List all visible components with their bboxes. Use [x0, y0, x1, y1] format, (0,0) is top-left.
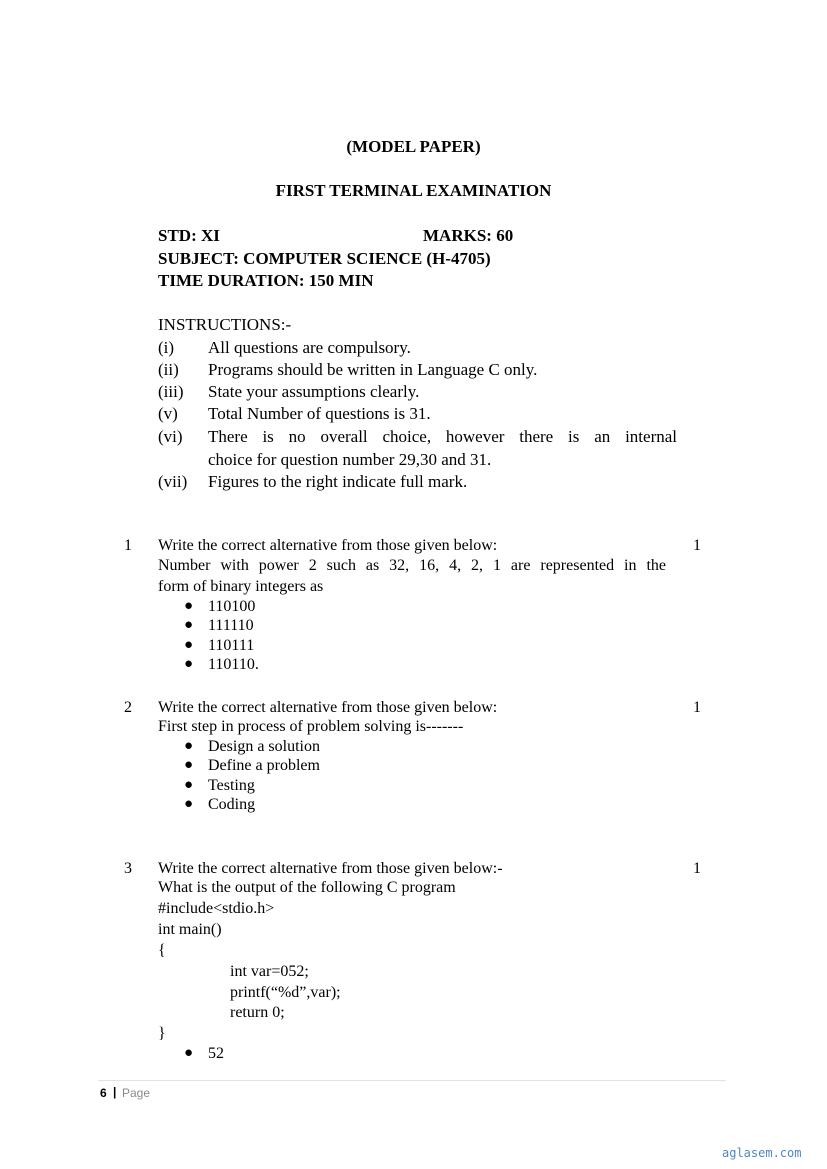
option-text: Define a problem: [208, 757, 320, 774]
subject-label: SUBJECT: COMPUTER SCIENCE (H-4705): [158, 249, 491, 268]
question-marks: 1: [693, 537, 701, 554]
code-line: }: [158, 1025, 166, 1042]
code-line: #include<stdio.h>: [158, 900, 275, 917]
bullet-icon: ●: [184, 757, 194, 773]
bullet-icon: ●: [184, 637, 194, 653]
instruction-num: (i): [158, 338, 175, 357]
page-label: Page: [122, 1086, 151, 1100]
instruction-num: (ii): [158, 360, 179, 379]
code-line: int main(): [158, 921, 222, 938]
bullet-icon: ●: [184, 738, 194, 754]
footer-divider: [98, 1080, 726, 1081]
model-paper-label: (MODEL PAPER): [346, 137, 481, 156]
question-number: 1: [124, 537, 132, 554]
instruction-text: Figures to the right indicate full mark.: [208, 472, 468, 491]
bullet-icon: ●: [184, 598, 194, 614]
code-line: int var=052;: [230, 963, 309, 980]
code-line: {: [158, 942, 166, 959]
option-text: Coding: [208, 796, 256, 813]
instruction-num: (iii): [158, 382, 184, 401]
instruction-text: State your assumptions clearly.: [208, 382, 420, 401]
instruction-text: Programs should be written in Language C only.: [208, 360, 538, 379]
bullet-icon: ●: [184, 777, 194, 793]
question-marks: 1: [693, 699, 701, 716]
code-line: printf(“%d”,var);: [230, 984, 341, 1001]
question-prompt: Write the correct alternative from those given below:-: [158, 860, 503, 877]
question-body: Number with power 2 such as 32, 16, 4, 2, 1 are represented in the: [158, 557, 666, 574]
option-text: 110110.: [208, 656, 259, 673]
option-text: 111110: [208, 617, 254, 634]
question-body: What is the output of the following C program: [158, 879, 456, 896]
bullet-icon: ●: [184, 617, 194, 633]
page-number: 6: [100, 1086, 107, 1100]
option-text: 110111: [208, 637, 255, 654]
instruction-num: (vii): [158, 472, 188, 491]
footer-separator: |: [113, 1085, 117, 1099]
duration-label: TIME DURATION: 150 MIN: [158, 271, 374, 290]
std-label: STD: XI: [158, 226, 220, 245]
question-prompt: Write the correct alternative from those given below:: [158, 537, 498, 554]
option-text: Testing: [208, 777, 255, 794]
question-marks: 1: [693, 860, 701, 877]
instruction-text: There is no overall choice, however there is an internal: [208, 427, 677, 446]
option-text: 52: [208, 1045, 224, 1062]
bullet-icon: ●: [184, 656, 194, 672]
question-number: 3: [124, 860, 132, 877]
instructions-heading: INSTRUCTIONS:-: [158, 315, 292, 334]
option-text: Design a solution: [208, 738, 320, 755]
question-body: First step in process of problem solving is-------: [158, 718, 464, 735]
exam-title: FIRST TERMINAL EXAMINATION: [275, 181, 552, 200]
question-body: form of binary integers as: [158, 578, 324, 595]
option-text: 110100: [208, 598, 256, 615]
instruction-text-continued: choice for question number 29,30 and 31.: [208, 450, 492, 469]
instruction-text: Total Number of questions is 31.: [208, 404, 431, 423]
question-number: 2: [124, 699, 132, 716]
instruction-num: (v): [158, 404, 178, 423]
code-line: return 0;: [230, 1004, 285, 1021]
bullet-icon: ●: [184, 1045, 194, 1061]
question-prompt: Write the correct alternative from those given below:: [158, 699, 498, 716]
instruction-text: All questions are compulsory.: [208, 338, 411, 357]
instruction-num: (vi): [158, 427, 183, 446]
watermark: aglasem.com: [722, 1146, 802, 1160]
bullet-icon: ●: [184, 796, 194, 812]
marks-label: MARKS: 60: [423, 226, 514, 245]
